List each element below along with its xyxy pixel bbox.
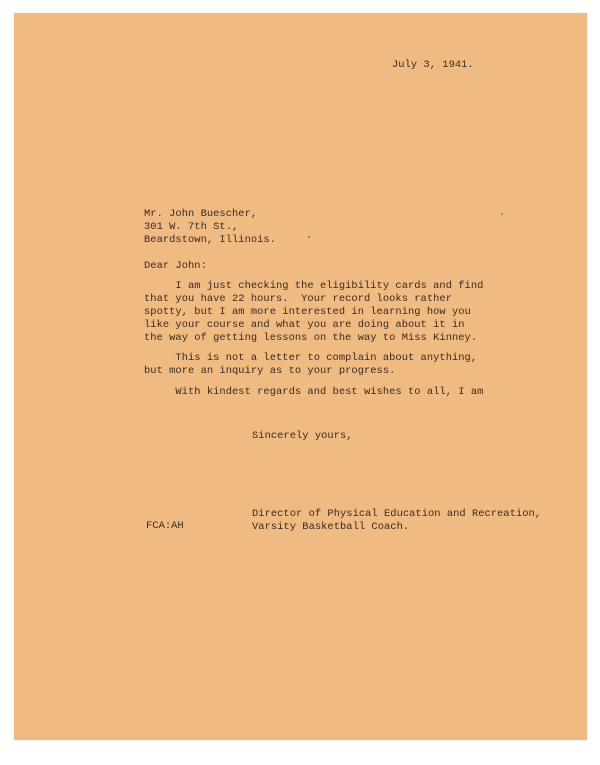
- paragraph-1-line-4: like your course and what you are doing about it in: [144, 319, 465, 331]
- paragraph-3-line-1: With kindest regards and best wishes to all, I am: [144, 386, 484, 398]
- signature-title-line-2: Varsity Basketball Coach.: [252, 521, 410, 533]
- paper-speck: [308, 236, 310, 238]
- paragraph-1-line-5: the way of getting lessons on the way to Miss Kinney.: [144, 332, 478, 344]
- paragraph-2-line-1: This is not a letter to complain about anything,: [144, 352, 478, 364]
- paragraph-1-line-1: I am just checking the eligibility cards and find: [144, 280, 484, 292]
- letter-date: July 3, 1941.: [392, 59, 474, 71]
- paragraph-1-line-2: that you have 22 hours. Your record looks rather: [144, 293, 452, 305]
- paragraph-2-line-2: but more an inquiry as to your progress.: [144, 365, 396, 377]
- paragraph-1-line-3: spotty, but I am more interested in learning how you: [144, 306, 471, 318]
- address-line-city: Beardstown, Illinois.: [144, 234, 276, 246]
- typist-initials: FCA:AH: [146, 520, 184, 532]
- closing: Sincerely yours,: [252, 430, 353, 442]
- address-line-street: 301 W. 7th St.,: [144, 221, 239, 233]
- paper-speck: [501, 213, 503, 215]
- address-line-name: Mr. John Buescher,: [144, 208, 258, 220]
- signature-title-line-1: Director of Physical Education and Recreation,: [252, 508, 542, 520]
- salutation: Dear John:: [144, 260, 207, 272]
